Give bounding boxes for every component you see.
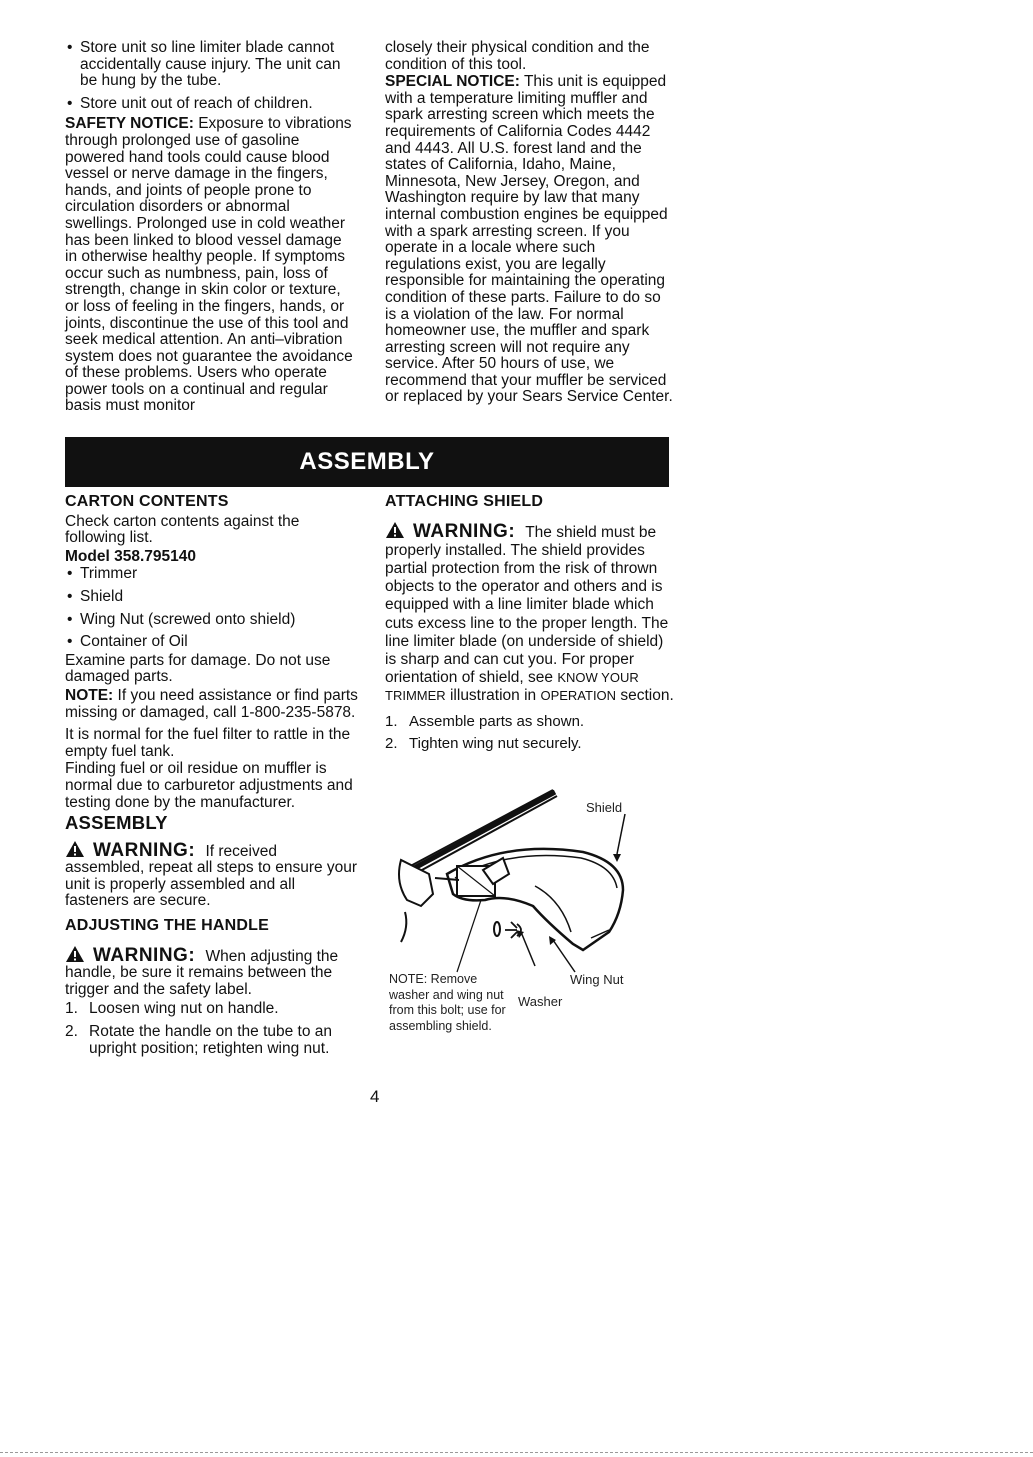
attaching-shield-heading: ATTACHING SHIELD [385,493,544,510]
special-notice [385,74,675,406]
shield-assembly-illustration [385,782,670,982]
carton-item: • Wing Nut (screwed onto shield) [65,612,360,629]
assembly-warning [65,840,360,910]
page-edge-rule [0,1452,1033,1453]
safety-notice-label: SAFETY NOTICE: [65,115,194,133]
page-number: 4 [370,1087,380,1106]
carton-item: • Container of Oil [65,634,360,651]
warning-triangle-icon [65,840,85,858]
bottom-left-column [65,494,360,1063]
assembly-heading: ASSEMBLY [65,812,168,834]
figure-note: NOTE: Remove washer and wing nut from this bolt; use for assembling shield. [389,972,506,1033]
assembly-warning-text: If received assembled, repeat all steps to ensure your unit is properly assembled and all fasteners are secure. [65,842,358,910]
assembly-banner: ASSEMBLY [65,437,669,487]
know-your-trimmer-ref: KNOW YOUR TRIMMER [385,670,639,704]
storage-bullet-2: • Store unit out of reach of children. [65,96,355,113]
handle-step-2: 2. Rotate the handle on the tube to an upright position; retighten wing nut. [65,1023,333,1057]
shield-warning-text: The shield must be properly installed. The shield provides partial protection from the risk of thrown objects to the operator and others and is equipped with a line limiter blade which cuts excess line to the proper length. The line limiter blade (on underside of shield) is sharp and can cut you. For proper orientation of shield, see [385,523,669,687]
model-number: Model 358.795140 [65,547,196,565]
safety-notice-continuation: closely their physical condition and the condition of this tool. [385,39,650,73]
handle-warning-text: When adjusting the handle, be sure it remains between the trigger and the safety label. [65,947,339,998]
special-notice-text: This unit is equipped with a temperature limiting muffler and spark arresting screen which meets the requirements of California Codes 4442 and 4443. All U.S. forest land and the states of California, Idaho, Maine, Minnesota, New Jersey, Oregon, and Washington require by law that many internal combustion engines be equipped with a spark arresting screen. If you operate in a locale where such regulations exist, you are legally responsible for maintaining the operating condition of these parts. Failure to do so is a violation of the law. For normal homeowner use, the muffler and spark arresting screen will not require any service. After 50 hours of use, we recommend that your muffler be serviced or replaced by your Sears Service Center. [385,73,673,406]
carton-item: • Trimmer [65,566,360,583]
bottom-right-column [385,494,677,759]
residue-note: Finding fuel or oil residue on muffler is normal due to carburetor adjustments and testing done by the manufacturer. [65,760,353,811]
storage-bullet-1: • Store unit so line limiter blade cannot accidentally cause injury. The unit can be hung by the tube. [65,40,355,90]
carton-intro: Check carton contents against the following list. [65,512,300,547]
adjusting-handle-heading: ADJUSTING THE HANDLE [65,917,270,935]
special-notice-label: SPECIAL NOTICE: [385,73,520,91]
examine-parts: Examine parts for damage. Do not use damaged parts. [65,651,331,686]
carton-note-text: If you need assistance or find parts missing or damaged, call 1-800-235-5878. [65,686,358,721]
warning-triangle-icon [65,945,85,963]
safety-notice-text: Exposure to vibrations through prolonged use of gasoline powered hand tools could cause blood vessel or nerve damage in the fingers, hands, and joints of people prone to circulation disorders or abnormal swellings. Prolonged use in cold weather has been linked to blood vessel damage in otherwise healthy people. If symptoms occur such as numbness, pain, loss of strength, change in skin color or texture, or loss of feeling in the fingers, hands, or joints, discontinue the use of this tool and seek medical attention. An anti–vibration system does not guarantee the avoidance of these problems. Users who operate power tools on a continual and regular basis must monitor [65,115,353,415]
operation-ref: OPERATION [540,688,617,704]
washer-label: Washer [518,994,563,1009]
top-right-column [385,40,675,412]
shield-step-2: 2. Tighten wing nut securely. [385,735,582,753]
shield-warning: WARNING: The shield must be properly installed. The shield provides partial protection from the risk of thrown objects to the operator and others and is equipped with a line limiter blade which cuts excess line to the proper length. The line limiter blade (on underside of shield) is sharp and can cut you. For proper orientation of shield, see KNOW YOUR TRIMMER illustration in OPERATION section. [385,520,674,705]
handle-step-1: 1. Loosen wing nut on handle. [65,1000,279,1018]
fuel-filter-note: It is normal for the fuel filter to rattle in the empty fuel tank. [65,726,351,760]
carton-note [65,688,360,721]
shield-label: Shield [586,800,623,815]
handle-warning-label: WARNING: [93,944,196,966]
shield-warning-label: WARNING: [413,520,516,542]
wing-nut-label: Wing Nut [570,972,624,987]
assembly-warning-label: WARNING: [93,839,196,861]
shield-step-1: 1. Assemble parts as shown. [385,712,585,730]
carton-note-label: NOTE: [65,686,114,704]
warning-triangle-icon [385,521,405,539]
shield-assembly-figure [385,782,670,1057]
handle-warning [65,945,360,999]
carton-item: • Shield [65,589,360,606]
top-left-column [65,40,355,421]
safety-notice [65,116,355,415]
carton-contents-heading: CARTON CONTENTS [65,493,229,510]
